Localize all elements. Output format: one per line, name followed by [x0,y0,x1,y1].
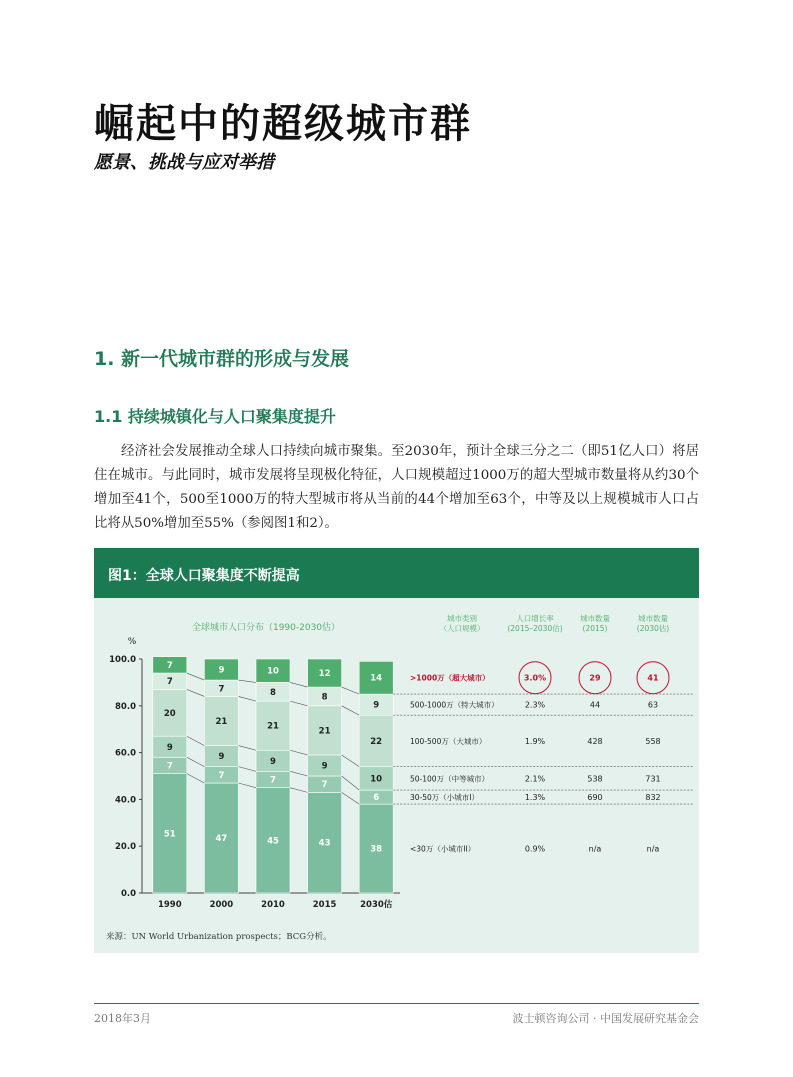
segment-connector [290,788,308,793]
bar-value-label: 45 [267,836,279,847]
footer-date: 2018年3月 [94,1012,151,1025]
segment-connector [238,696,256,701]
footer-org: 波士顿咨询公司 · 中国发展研究基金会 [512,1012,699,1025]
table-cell-growth: 2.3% [524,700,546,710]
bar-value-label: 10 [370,774,383,785]
table-row-category: 30-50万（小城市I） [410,793,480,803]
table-header-count2030: 城市数量 [638,614,668,623]
bar-value-label: 9 [270,756,276,767]
table-header-growth: 人口增长率 [516,614,554,623]
bar-value-label: 21 [215,717,228,728]
table-row-category: <30万（小城市II） [410,844,476,854]
segment-connector [238,746,256,751]
table-cell-growth: 1.3% [524,793,546,803]
footer-divider [94,1003,699,1004]
table-row-category: 500-1000万（特大城市） [410,700,499,710]
bar-value-label: 9 [166,742,173,753]
table-cell-growth: 1.9% [524,736,546,746]
figure-1 [94,548,699,953]
bar-value-label: 51 [163,829,176,840]
bar-value-label: 12 [318,669,331,680]
x-tick-label: 1990 [157,900,182,910]
table-header-count2030: (2030估) [636,624,670,633]
bar-value-label: 7 [321,780,328,791]
bar-value-label: 8 [321,692,328,703]
table-cell-growth: 3.0% [523,673,547,683]
segment-connector [342,755,360,767]
segment-connector [187,673,205,680]
bar-value-label: 7 [166,660,173,671]
y-tick-label: 20.0 [115,842,136,853]
x-tick-label: 2010 [261,900,285,910]
bar-value-label: 8 [270,687,276,698]
y-tick-label: 0.0 [120,889,136,899]
bar-value-label: 22 [370,736,383,747]
segment-connector [342,687,360,694]
subsection-heading: 1.1 持续城镇化与人口聚集度提升 [94,407,336,426]
table-row-category: >1000万（超大城市） [410,673,490,683]
segment-connector [342,706,360,715]
bar-value-label: 14 [370,673,383,684]
bar-value-label: 7 [218,770,225,781]
body-paragraph: 经济社会发展推动全球人口持续向城市聚集。至2030年，预计全球三分之二（即51亿人口）将居住在城市。与此同时，城市发展将呈现极化特征，人口规模超过1000万的超大型城市数量将从约30个增加至41个，500至1000万的特大型城市将从当前的44个增加至63个，中等及以上规模城市人口占比将从50%增加至55%（参阅图1和2）。 [94,444,699,531]
table-cell-count2030: 558 [645,736,661,746]
x-tick-label: 2030估 [360,900,393,910]
bar-value-label: 7 [166,761,173,772]
table-cell-count2030: 41 [647,673,659,683]
section-heading: 1. 新一代城市群的形成与发展 [94,348,350,370]
segment-connector [342,792,360,804]
table-cell-growth: 0.9% [524,844,546,854]
figure-source: 来源：UN World Urbanization prospects；BCG分析。 [106,932,332,942]
x-tick-label: 2015 [312,900,337,910]
bar-value-label: 47 [215,834,228,845]
bar-value-label: 9 [373,700,380,711]
figure-title: 图1：全球人口聚集度不断提高 [108,568,300,584]
table-cell-count2030: 731 [645,774,661,784]
bar-value-label: 9 [218,665,225,676]
table-cell-count2015: 690 [587,793,603,803]
table-cell-count2030: 63 [647,700,659,710]
table-cell-count2015: 44 [589,700,601,710]
bar-value-label: 43 [318,838,331,849]
segment-connector [238,783,256,788]
x-tick-label: 2000 [209,900,234,910]
segment-connector [187,736,205,745]
table-cell-count2015: 29 [589,673,601,683]
bar-value-label: 21 [318,726,331,737]
segment-connector [290,771,308,776]
table-header-count2015: (2015) [582,624,608,633]
segment-connector [290,682,308,687]
bar-value-label: 21 [267,721,279,732]
bar-value-label: 20 [163,708,176,719]
stacked-bar-chart [94,598,699,928]
table-cell-count2015: 538 [587,774,603,784]
bar-value-label: 9 [218,752,225,763]
bar-value-label: 7 [270,775,276,786]
document-title: 崛起中的超级城市群 [94,100,472,147]
bar-value-label: 38 [370,844,383,855]
table-cell-count2015: 428 [587,736,603,746]
y-axis-unit: % [127,637,137,647]
segment-connector [342,776,360,790]
table-row-category: 100-500万（大城市） [410,736,487,746]
figure-header [94,548,699,598]
segment-connector [187,757,205,766]
bar-value-label: 7 [166,677,173,688]
segment-connector [187,689,205,696]
table-header-category: （人口规模） [439,624,485,633]
table-cell-count2030: n/a [646,844,660,854]
table-cell-count2015: n/a [588,844,602,854]
segment-connector [238,767,256,772]
table-header-growth: (2015–2030估) [507,624,563,633]
table-cell-growth: 2.1% [524,774,546,784]
bar-value-label: 6 [373,793,380,804]
document-subtitle: 愿景、挑战与应对举措 [94,152,274,173]
bar-value-label: 10 [267,666,279,677]
bar-value-label: 7 [218,684,225,695]
table-header-category: 城市类别 [447,614,477,623]
table-header-count2015: 城市数量 [580,614,610,623]
table-cell-count2030: 832 [645,793,661,803]
y-tick-label: 40.0 [115,795,136,806]
segment-connector [187,774,205,783]
y-tick-label: 100.0 [109,655,136,665]
table-row-category: 50-100万（中等城市） [410,774,490,784]
y-tick-label: 80.0 [115,701,136,712]
bar-value-label: 9 [321,761,328,772]
segment-connector [290,701,308,706]
y-tick-label: 60.0 [115,748,136,759]
segment-connector [238,680,256,682]
segment-connector [290,750,308,755]
chart-subtitle: 全球城市人口分布（1990-2030估） [191,623,341,633]
